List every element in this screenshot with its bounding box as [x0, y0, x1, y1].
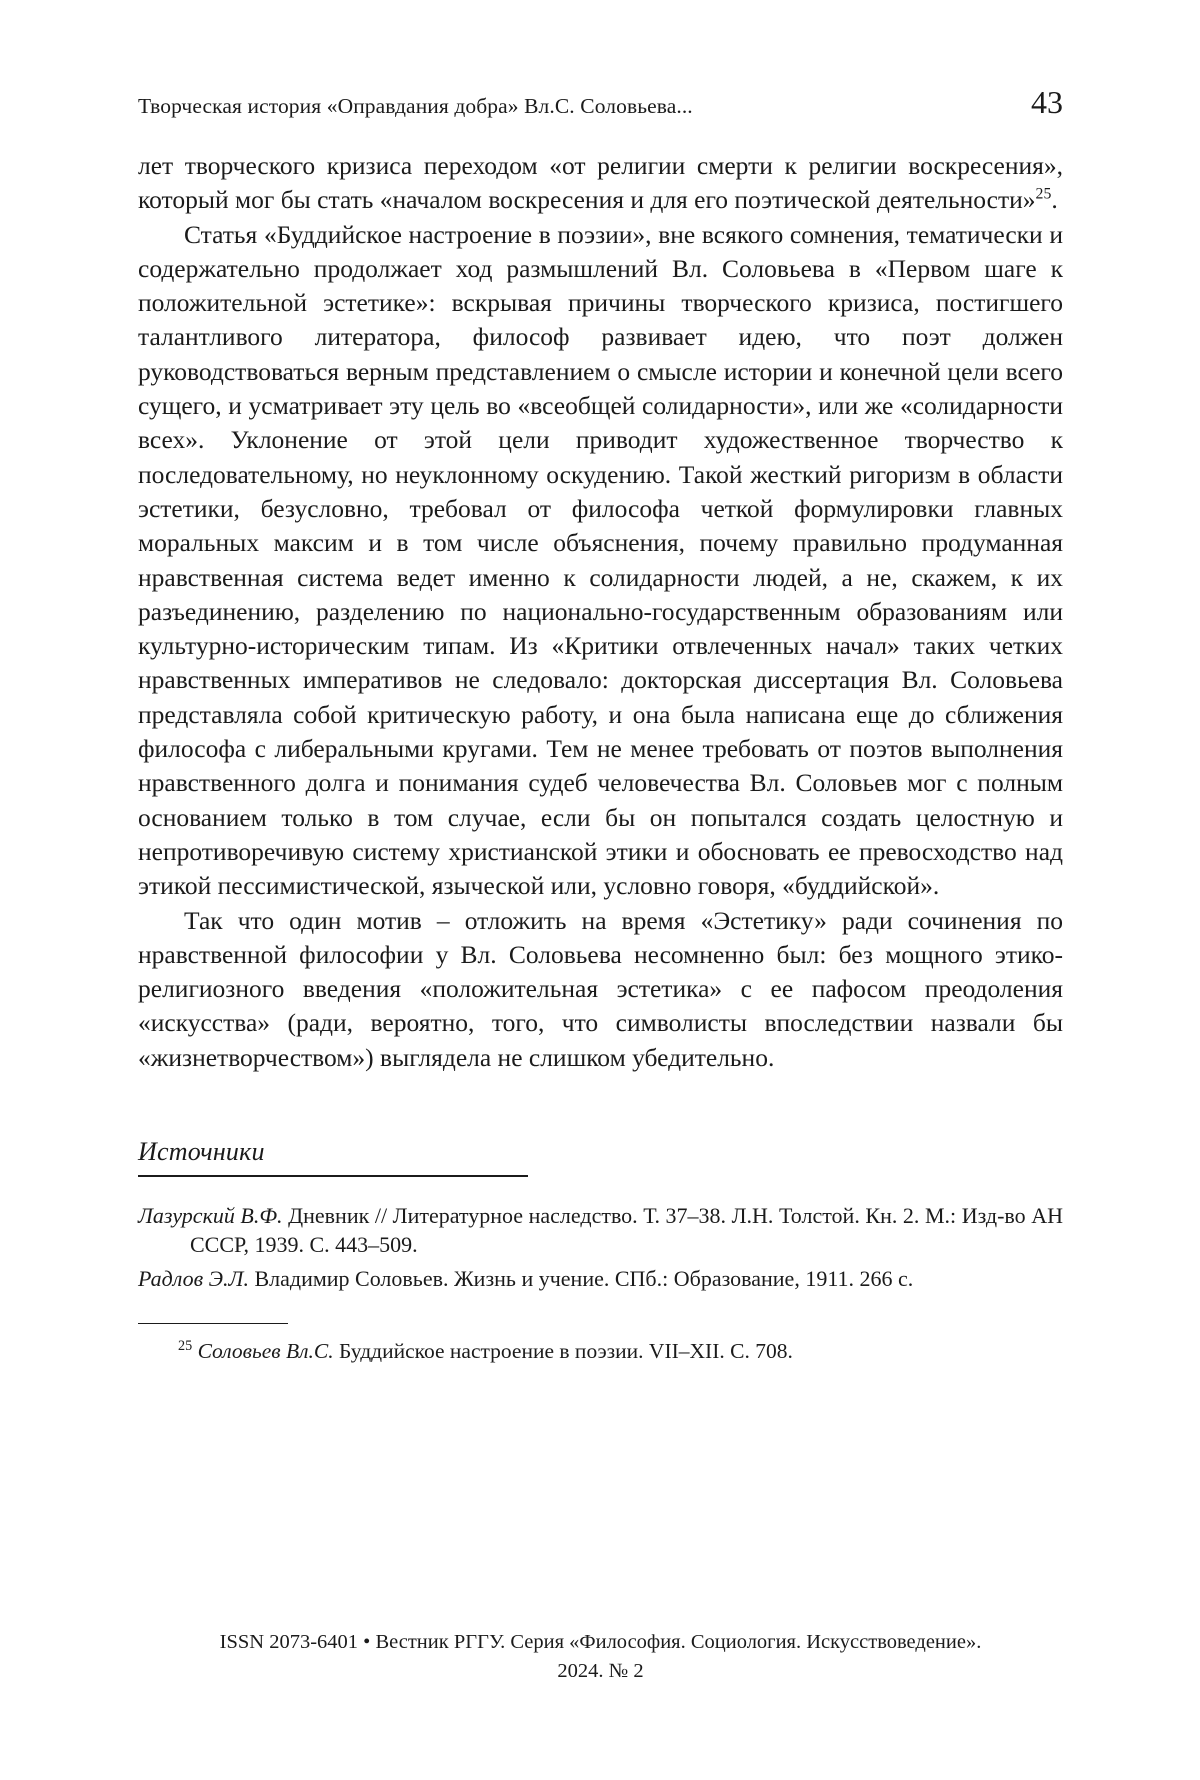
- page-number: 43: [1031, 84, 1063, 120]
- footnote-divider: [138, 1323, 288, 1325]
- footnote-text: Буддийское настроение в поэзии. VII–XII. С. 708.: [333, 1339, 793, 1364]
- page-footer-line-1: ISSN 2073-6401 • Вестник РГГУ. Серия «Философия. Социология. Искусствоведение».: [219, 1631, 982, 1653]
- page-footer-line-2: 2024. № 2: [557, 1659, 644, 1682]
- page-content: [138, 86, 1063, 1366]
- footnote-reference-25[interactable]: 25: [1035, 185, 1052, 203]
- running-head-title: Творческая история «Оправдания добра» Вл.С. Соловьева...: [138, 94, 693, 118]
- reference-item: [138, 1201, 1063, 1260]
- paragraph-2: Статья «Буддийское настроение в поэзии», вне всякого сомнения, тематически и содержательно продолжает ход размышлений Вл. Соловьева в «Первом шаге к положительной эстетике»: вскрывая причины творческого кризиса, постигшего талантливого литератора, философ развивает идею, что поэт должен руководствоваться верным представлением о смысле истории и конечной цели всего сущего, и усматривает эту цель во «всеобщей солидарности», или же «солидарности всех». Уклонение от этой цели приводит художественное творчество к последовательному, но неуклонному оскудению. Такой жесткий ригоризм в области эстетики, безусловно, требовал от философа четкой формулировки главных моральных максим и в том числе объяснения, почему правильно продуманная нравственная система ведет именно к солидарности людей, а не, скажем, к их разъединению, разделению по национально-государственным образованиям или культурно-историческим типам. Из «Критики отвлеченных начал» таких четких нравственных императивов не следовало: докторская диссертация Вл. Соловьева представляла собой критическую работу, и она была написана еще до сближения философа с либеральными кругами. Тем не менее требовать от поэтов выполнения нравственного долга и понимания судеб человечества Вл. Соловьев мог с полным основанием только в том случае, если бы он попытался создать целостную и непротиворечивую систему христианской этики и обосновать ее превосходство над этикой пессимистической, языческой или, условно говоря, «буддийской».: [138, 219, 1063, 901]
- paragraph-3: Так что один мотив – отложить на время «Эстетику» ради сочинения по нравственной философии у Вл. Соловьева несомненно был: без мощного этико-религиозного введения «положительная эстетика» с ее пафосом преодоления «искусства» (ради, вероятно, того, что символисты впоследствии назвали бы «жизнетворчеством») выглядела не слишком убедительно.: [138, 905, 1063, 1072]
- reference-text: Владимир Соловьев. Жизнь и учение. СПб.: Образование, 1911. 266 с.: [248, 1265, 914, 1291]
- sources-section: [138, 1137, 1063, 1293]
- running-head: [138, 86, 1063, 119]
- footnote-25: [138, 1338, 1063, 1366]
- paragraph-1-text: лет творческого кризиса переходом «от религии смерти к религии воскресения», который мог бы стать «началом воскресения и для его поэтической деятельности»: [138, 151, 1063, 215]
- reference-author: Лазурский В.Ф.: [138, 1203, 283, 1229]
- footnote-marker: 25: [178, 1338, 193, 1355]
- page-footer: [138, 1628, 1063, 1685]
- footnote-author: Соловьев Вл.С.: [197, 1339, 334, 1364]
- reference-item: [138, 1264, 1063, 1293]
- sources-heading: Источники: [138, 1137, 265, 1167]
- reference-text: Дневник // Литературное наследство. Т. 37–38. Л.Н. Толстой. Кн. 2. М.: Изд-во АН СССР, 1939. С. 443–509.: [190, 1203, 1063, 1258]
- paragraph-1: [138, 149, 1063, 218]
- paragraph-1-tail: .: [1051, 185, 1058, 215]
- reference-author: Радлов Э.Л.: [138, 1265, 249, 1291]
- sources-divider: [138, 1175, 528, 1177]
